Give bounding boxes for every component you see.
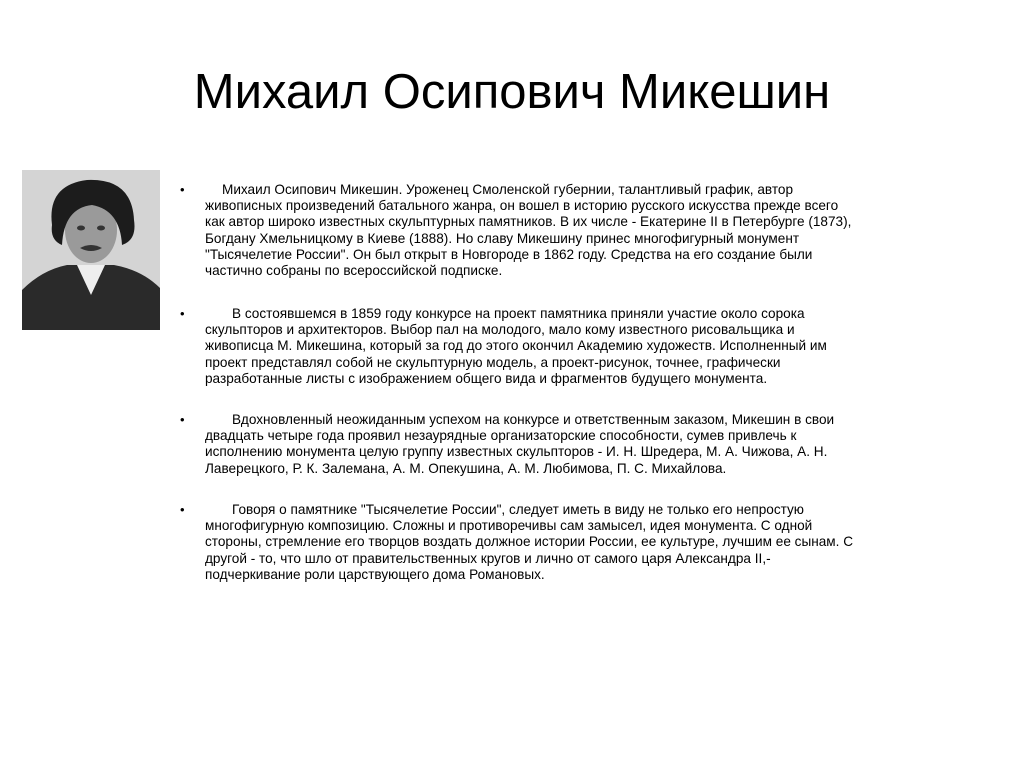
text-line: Михаил Осипович Микешин. Уроженец Смоленской губернии, талантливый график, автор	[222, 182, 794, 197]
text-line: как автор широко известных скульптурных памятников. В их числе - Екатерине II в Петербурге (1873),	[205, 214, 852, 230]
text-line: Богдану Хмельницкому в Киеве (1888). Но славу Микешину принес многофигурный монумент	[205, 230, 800, 246]
text-line: проект представлял собой не скульптурную модель, а проект-рисунок, точнее, графически	[205, 354, 781, 370]
portrait-photo	[22, 170, 160, 330]
text-line: исполнению монумента целую группу известных скульпторов - И. Н. Шредера, М. А. Чижова, А. Н.	[205, 444, 828, 460]
text-line: "Тысячелетие России". Он был открыт в Новгороде в 1862 году. Средства на его создание были	[205, 246, 813, 262]
text-line: живописца М. Микешина, который за год до этого окончил Академию художеств. Исполненный им	[205, 338, 827, 354]
text-line: многофигурную композицию. Сложны и противоречивы сам замысел, идея монумента. С одной	[205, 518, 813, 534]
text-line: разработанные листы с изображением общего вида и фрагментов будущего монумента.	[205, 370, 768, 386]
text-line: Лаверецкого, Р. К. Залемана, А. М. Опекушина, А. М. Любимова, П. С. Михайлова.	[205, 460, 727, 476]
text-line: Говоря о памятнике "Тысячелетие России", следует иметь в виду не только его непростую	[232, 502, 804, 517]
bullet-icon: •	[180, 502, 185, 517]
text-line: другой - то, что шло от правительственных кругов и лично от самого царя Александра II,-	[205, 550, 771, 566]
portrait-image	[22, 170, 160, 330]
slide-title: Михаил Осипович Микешин	[193, 65, 831, 119]
bullet-icon: •	[180, 306, 185, 321]
bullet-icon: •	[180, 182, 185, 197]
bullet-icon: •	[180, 412, 185, 427]
text-line: В состоявшемся в 1859 году конкурсе на проект памятника приняли участие около сорока	[232, 306, 805, 321]
text-line: стороны, стремление его творцов воздать должное истории России, ее культуре, лучшим ее сынам. С	[205, 534, 854, 550]
text-line: подчеркивание роли царствующего дома Романовых.	[205, 566, 545, 582]
text-line: живописных произведений батального жанра, он вошел в историю русского искусства прежде всего	[205, 198, 839, 214]
text-line: частично собраны по всероссийской подписке.	[205, 263, 503, 279]
text-line: двадцать четыре года проявил незаурядные организаторские способности, сумев привлечь к	[205, 428, 797, 444]
text-line: Вдохновленный неожиданным успехом на конкурсе и ответственным заказом, Микешин в свои	[232, 412, 835, 427]
text-line: скульпторов и архитекторов. Выбор пал на молодого, мало кому известного рисовальщика и	[205, 322, 795, 338]
